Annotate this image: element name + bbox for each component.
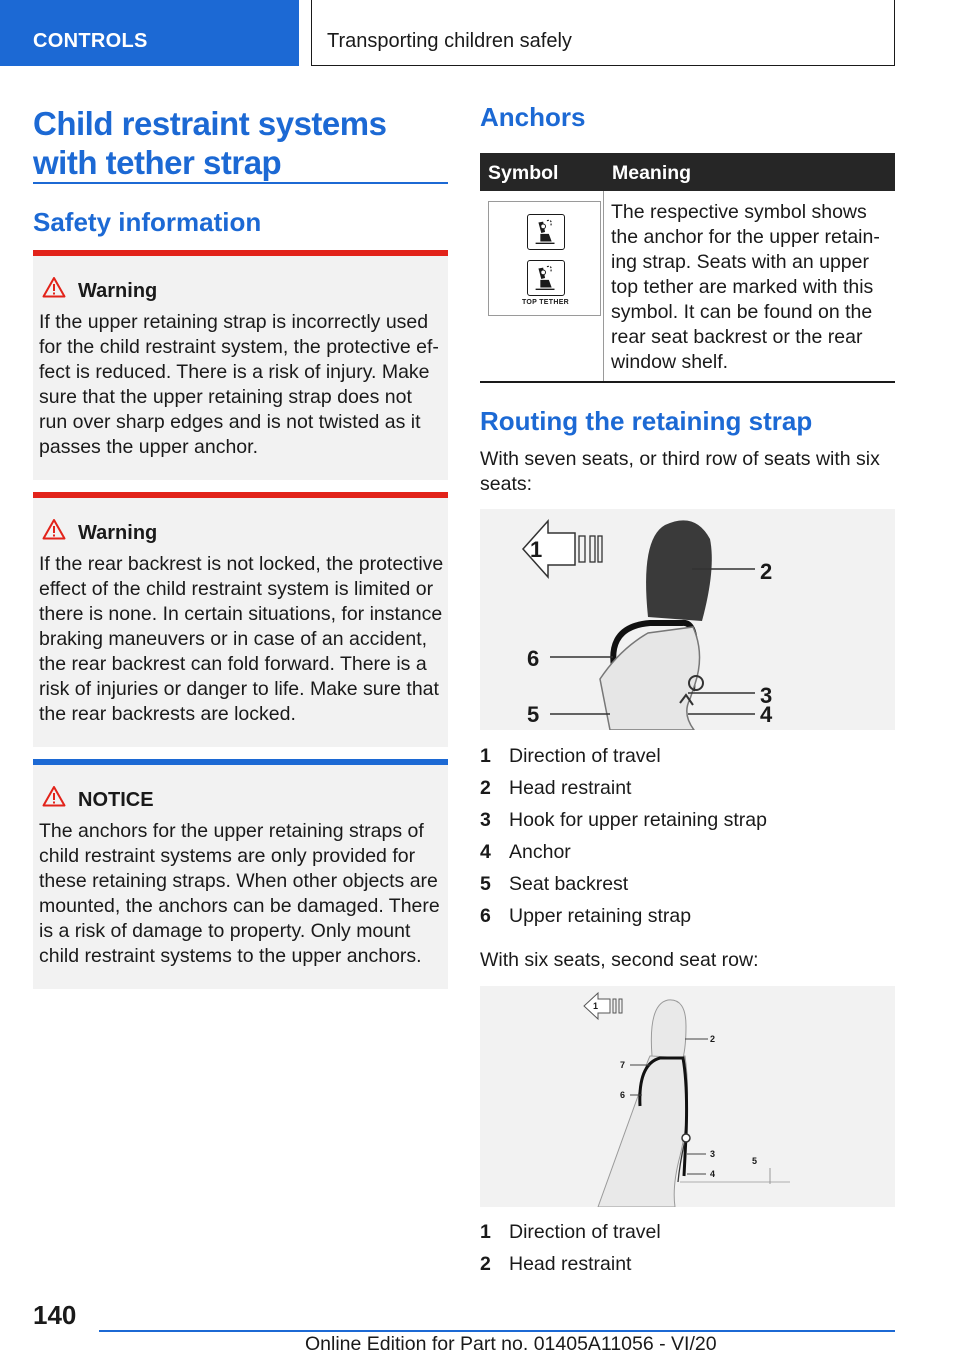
page-number: 140 — [33, 1300, 77, 1330]
warning-triangle-icon — [42, 276, 66, 298]
table-column-divider — [603, 191, 604, 381]
legend-item — [480, 1221, 895, 1245]
routing-heading: Routing the retaining strap — [480, 406, 813, 436]
legend-number: 4 — [480, 841, 491, 863]
figure2-number-1: 1 — [593, 1001, 599, 1011]
anchor-symbol-image — [488, 201, 601, 316]
legend-item — [480, 905, 895, 929]
legend-number: 5 — [480, 873, 491, 895]
anchor-meaning-text: The respective symbol shows the anchor for the upper retain-ing strap. Seats with an upper top tether are marked with this symbol. It can be found on the rear seat backrest or the rear window shelf. — [611, 201, 880, 373]
legend-number: 2 — [480, 777, 491, 799]
warning-box-2 — [33, 492, 448, 747]
figure2-number-6: 6 — [620, 1090, 626, 1100]
legend-number: 6 — [480, 905, 491, 927]
figure1-number-4: 4 — [760, 702, 773, 727]
strap-routing-illustration-1 — [480, 509, 895, 730]
legend-number: 1 — [480, 745, 491, 767]
table-bottom-rule — [480, 381, 895, 383]
figure1-number-1: 1 — [530, 537, 543, 562]
figure2-number-3: 3 — [710, 1149, 716, 1159]
routing-intro-text: With seven seats, or third row of seats with six seats: — [480, 448, 880, 495]
notice-label: NOTICE — [78, 789, 154, 811]
anchors-heading: Anchors — [480, 102, 586, 132]
legend-item — [480, 1253, 895, 1277]
direction-arrow-icon — [584, 993, 622, 1019]
page-title: Child restraint systems with tether strap — [33, 105, 387, 181]
legend-text: Direction of travel — [509, 1221, 661, 1243]
figure2-number-4: 4 — [710, 1169, 716, 1179]
figure2-number-2: 2 — [710, 1034, 716, 1044]
col-meaning-header: Meaning — [612, 162, 692, 184]
legend-item — [480, 841, 895, 865]
warning-label: Warning — [78, 522, 158, 544]
figure1-number-6: 6 — [527, 646, 540, 671]
legend-text: Seat backrest — [509, 873, 629, 895]
legend-item — [480, 745, 895, 769]
child-seat-anchor-icon — [527, 214, 565, 250]
notice-box — [33, 759, 448, 989]
warning-box-1 — [33, 250, 448, 480]
warning-triangle-icon — [42, 518, 66, 540]
col-symbol-header: Symbol — [488, 162, 559, 184]
notice-text: The anchors for the upper retaining straps of child restraint systems are only provided for these retaining straps. When other objects are mounted, the anchors can be damaged. There is a risk of damage to property. Only mount child restraint systems to the upper anchors. — [39, 820, 440, 967]
legend-text: Anchor — [509, 841, 571, 863]
legend-item — [480, 873, 895, 897]
routing-intro2-text: With six seats, second seat row: — [480, 949, 759, 971]
strap-routing-illustration-2 — [480, 986, 895, 1207]
legend-item — [480, 777, 895, 801]
legend-text: Hook for upper retaining strap — [509, 809, 767, 831]
footer-rule — [99, 1330, 895, 1332]
figure2-number-7: 7 — [620, 1060, 626, 1070]
chapter-label: Transporting children safely — [327, 30, 572, 52]
title-divider — [33, 182, 448, 184]
legend-text: Upper retaining strap — [509, 905, 692, 927]
footer-edition: Online Edition for Part no. 01405A11056 - VI/20 — [305, 1333, 717, 1355]
figure1-number-5: 5 — [527, 702, 540, 727]
section-label: CONTROLS — [33, 30, 148, 52]
legend-text: Direction of travel — [509, 745, 661, 767]
warning-text: If the rear backrest is not locked, the protective effect of the child restraint system is limited or there is none. In certain situations, for instance braking maneuvers or in case of an accident, the rear backrest can fold forward. There is a risk of injuries or danger to life. Make sure that the rear backrests are locked. — [39, 553, 444, 725]
legend-text: Head restraint — [509, 777, 632, 799]
warning-label: Warning — [78, 280, 158, 302]
chapter-tab — [311, 0, 895, 66]
legend-text: Head restraint — [509, 1253, 632, 1275]
legend-item — [480, 809, 895, 833]
figure2-number-5: 5 — [752, 1156, 758, 1166]
section-tab — [0, 0, 299, 66]
notice-triangle-icon — [42, 785, 66, 807]
symbol-table-header — [480, 153, 895, 191]
figure1-number-3: 3 — [760, 683, 773, 708]
legend-number: 1 — [480, 1221, 491, 1243]
safety-heading: Safety information — [33, 207, 262, 237]
legend-number: 2 — [480, 1253, 491, 1275]
child-seat-anchor-icon — [527, 260, 565, 296]
top-tether-label: TOP TETHER — [521, 299, 570, 306]
warning-text: If the upper retaining strap is incorrectly used for the child restraint system, the protective ef-fect is reduced. There is a risk of injury. Make sure that the upper retaining strap does not run over sharp edges and is not twisted as it passes the upper anchor. — [39, 311, 439, 458]
legend-number: 3 — [480, 809, 491, 831]
figure1-number-2: 2 — [760, 559, 773, 584]
